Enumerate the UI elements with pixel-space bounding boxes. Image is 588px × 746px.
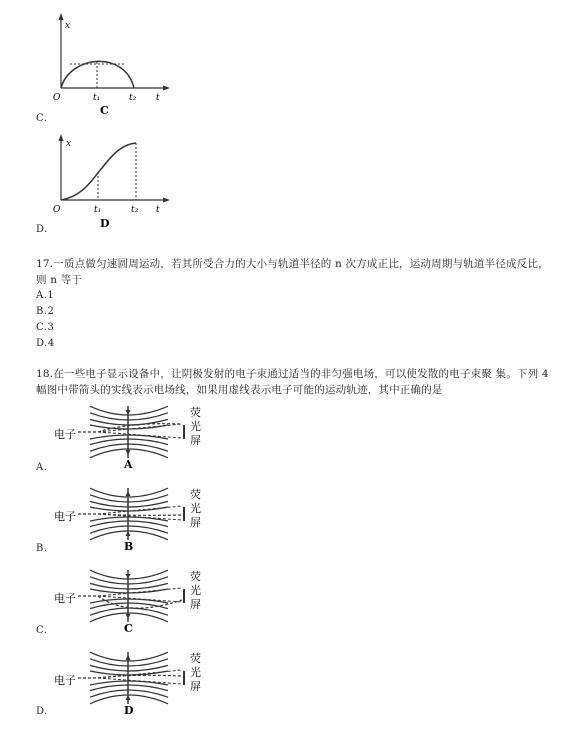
graph-c-origin: O <box>53 93 61 103</box>
field-arrow <box>126 574 131 579</box>
q18-line-2: 幅图中带箭头的实线表示电场线，如果用虚线表示电子可能的运动轨迹，其中正确的是 <box>36 384 443 396</box>
graph-c-t2-label: t₂ <box>129 93 137 103</box>
field-arrow <box>126 655 131 660</box>
q18-option-b: B. <box>36 543 48 554</box>
field-figure-b <box>50 486 220 552</box>
graph-c <box>40 10 180 120</box>
graph-c-t1-label: t₁ <box>93 93 101 103</box>
screen-label-char: 屏 <box>190 680 201 693</box>
field-figure-a <box>50 404 220 470</box>
screen-label-char: 荧 <box>190 488 201 501</box>
q17-line-1: 17.一质点做匀速圆周运动，若其所受合力的大小与轨道半径的 n 次方成正比，运动周期与轨道半径成反比， <box>36 258 549 270</box>
q17-option-b: B.2 <box>36 306 55 317</box>
screen-label-char: 光 <box>190 420 201 433</box>
q17-option-c: C.3 <box>36 322 55 333</box>
field-figure-caption: A <box>124 458 133 470</box>
graph-d-x-arrow <box>163 198 170 203</box>
graph-d-option: D. <box>36 224 48 235</box>
q18-option-a: A. <box>36 462 48 473</box>
q17-line-2: 则 n 等于 <box>36 274 83 286</box>
graph-c-x-arrow <box>163 86 170 91</box>
electron-label: 电子 <box>54 510 76 523</box>
field-arrow <box>126 491 131 496</box>
screen-label-char: 光 <box>190 502 201 515</box>
graph-d-t1-label: t₁ <box>94 205 102 215</box>
screen-label-char: 荧 <box>190 652 201 665</box>
screen-label-char: 荧 <box>190 570 201 583</box>
field-figure-caption: B <box>124 540 134 552</box>
q18-option-c: C. <box>36 625 48 636</box>
q18-line-1: 18.在一些电子显示设备中，让阴极发射的电子束通过适当的非匀强电场，可以使发散的电子束聚 集。下列 4 <box>36 368 549 380</box>
field-line <box>90 526 168 533</box>
electron-label: 电子 <box>54 428 76 441</box>
screen-label-char: 光 <box>190 584 201 597</box>
electron-trajectory <box>98 432 182 438</box>
electron-label: 电子 <box>54 674 76 687</box>
screen-label-char: 荧 <box>190 406 201 419</box>
q17-option-d: D.4 <box>36 338 55 349</box>
field-figure-caption: C <box>124 622 133 634</box>
graph-c-x-label: t <box>156 93 160 103</box>
screen-label-char: 屏 <box>190 434 201 447</box>
screen-label-char: 光 <box>190 666 201 679</box>
field-figure-caption: D <box>124 704 134 716</box>
graph-d-t2-label: t₂ <box>131 205 139 215</box>
field-arrow <box>126 614 131 619</box>
q17-option-a: A.1 <box>36 290 55 301</box>
graph-c-caption: C <box>100 104 109 117</box>
electron-trajectory <box>98 596 182 602</box>
graph-d-caption: D <box>100 217 110 230</box>
field-arrow <box>126 695 131 700</box>
graph-d-y-arrow <box>59 134 64 141</box>
graph-c-y-label: x <box>65 21 71 31</box>
q18-option-d: D. <box>36 706 48 717</box>
field-arrow <box>126 410 131 415</box>
electron-trajectory <box>78 675 182 678</box>
field-figure-d <box>50 650 220 716</box>
field-line <box>90 413 168 420</box>
graph-c-option: C. <box>36 113 48 124</box>
screen-label-char: 屏 <box>190 516 201 529</box>
field-line <box>90 577 168 584</box>
field-arrow <box>126 531 131 536</box>
electron-trajectory <box>98 678 182 684</box>
graph-d-y-label: x <box>66 139 72 149</box>
field-arrow <box>126 450 131 455</box>
field-line <box>90 690 168 697</box>
electron-trajectory <box>78 514 182 515</box>
electron-label: 电子 <box>54 592 76 605</box>
graph-d <box>40 130 180 235</box>
field-figure-c <box>50 568 220 634</box>
graph-d-x-label: t <box>156 205 160 215</box>
graph-d-curve <box>61 143 136 200</box>
screen-label-char: 屏 <box>190 598 201 611</box>
graph-d-origin: O <box>53 205 61 215</box>
graph-c-y-arrow <box>59 13 64 20</box>
